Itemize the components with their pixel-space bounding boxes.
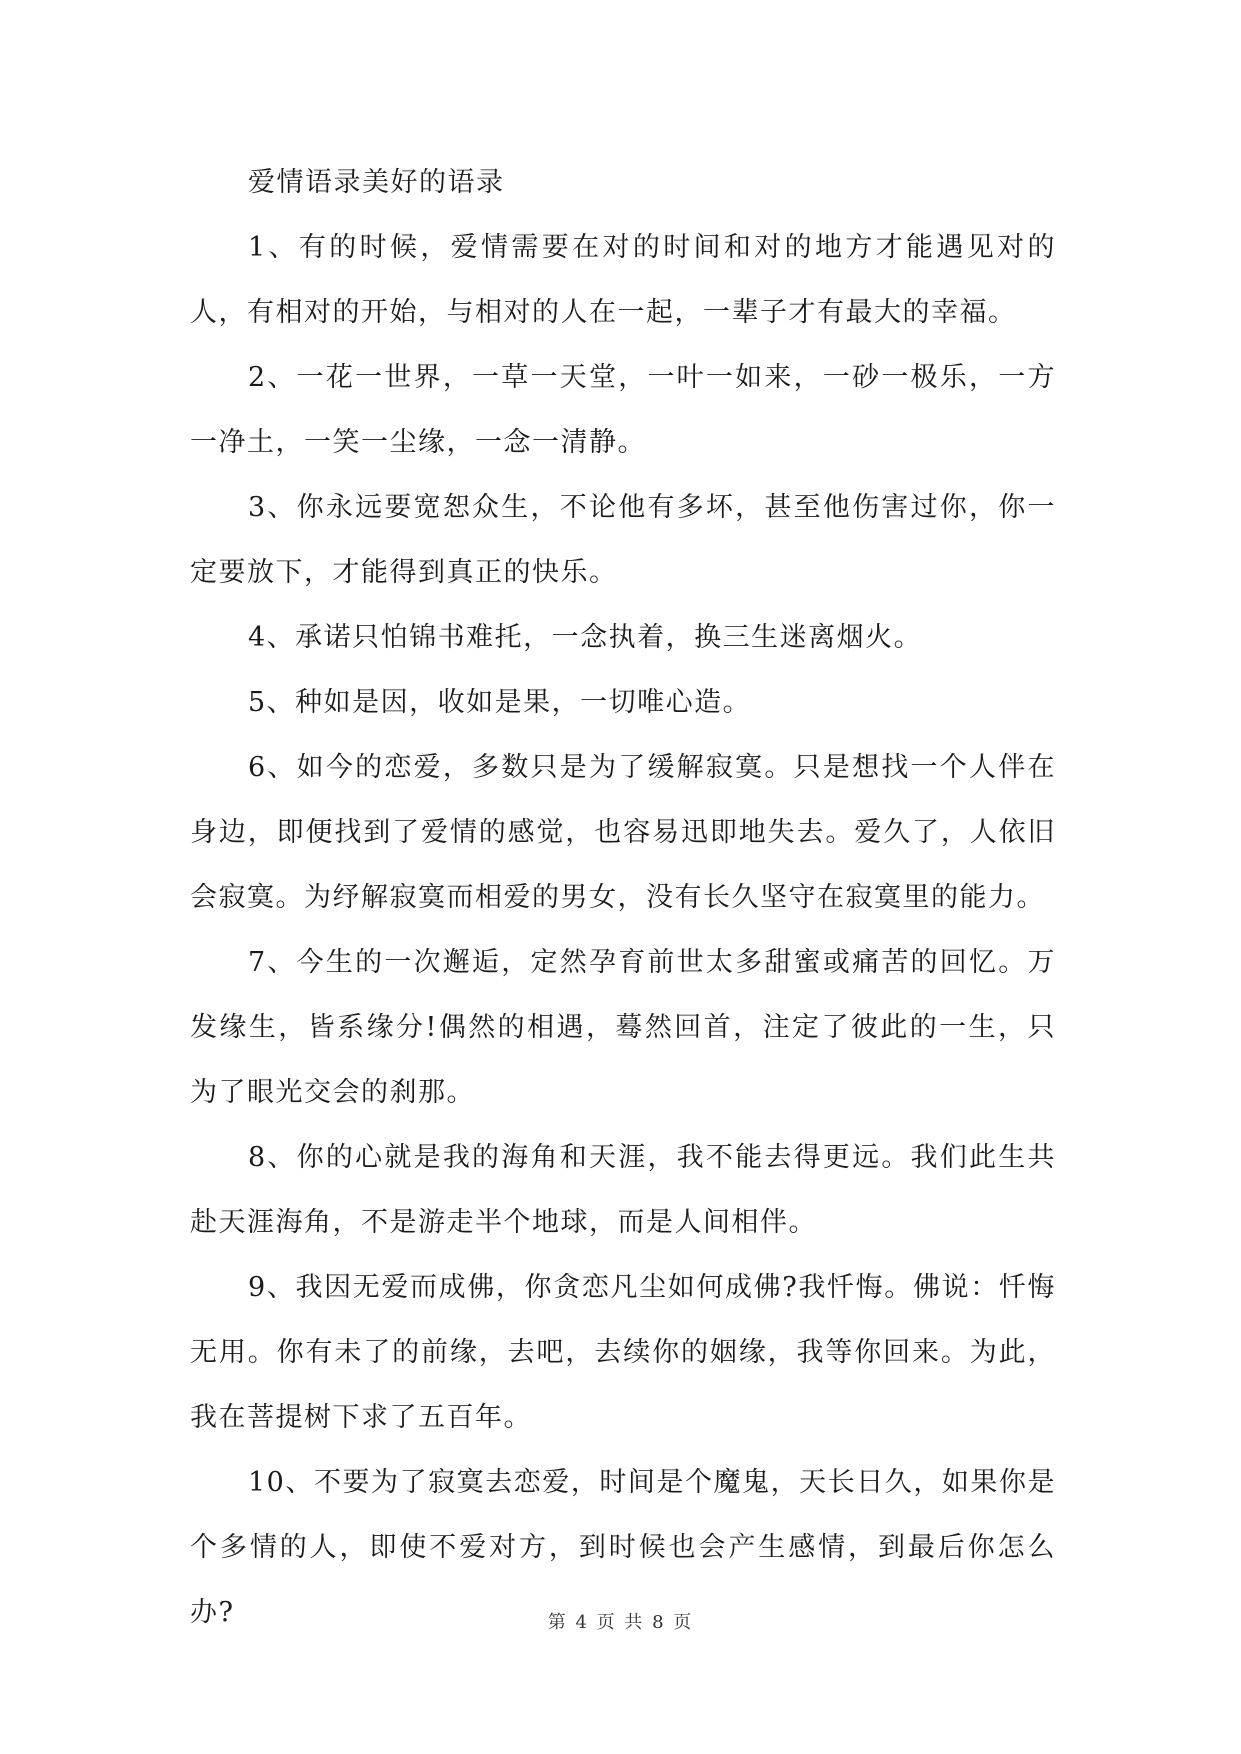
quote-paragraph-7: 7、今生的一次邂逅，定然孕育前世太多甜蜜或痛苦的回忆。万发缘生，皆系缘分!偶然的相遇，蓦然回首，注定了彼此的一生，只为了眼光交会的刹那。 [190,947,1056,1108]
quote-paragraph-8: 8、你的心就是我的海角和天涯，我不能去得更远。我们此生共赴天涯海角，不是游走半个地球，而是人间相伴。 [190,1142,1056,1238]
quote-paragraph-9: 9、我因无爱而成佛，你贪恋凡尘如何成佛?我忏悔。佛说：忏悔无用。你有未了的前缘，去吧，去续你的姻缘，我等你回来。为此，我在菩提树下求了五百年。 [190,1272,1056,1433]
quote-paragraph-4: 4、承诺只怕锦书难托，一念执着，换三生迷离烟火。 [248,622,923,653]
page-number-footer: 第 4 页 共 8 页 [547,1612,694,1633]
quote-paragraph-1: 1、有的时候，爱情需要在对的时间和对的地方才能遇见对的人，有相对的开始，与相对的人在一起，一辈子才有最大的幸福。 [190,232,1056,328]
quote-paragraph-2: 2、一花一世界，一草一天堂，一叶一如来，一砂一极乐，一方一净土，一笑一尘缘，一念一清静。 [190,362,1056,458]
document-body [190,150,1056,1645]
quote-paragraph-3: 3、你永远要宽恕众生，不论他有多坏，甚至他伤害过你，你一定要放下，才能得到真正的快乐。 [190,492,1056,588]
quote-paragraph-6: 6、如今的恋爱，多数只是为了缓解寂寞。只是想找一个人伴在身边，即便找到了爱情的感觉，也容易迅即地失去。爱久了，人依旧会寂寞。为纾解寂寞而相爱的男女，没有长久坚守在寂寞里的能力。 [190,752,1056,913]
quote-paragraph-5: 5、种如是因，收如是果，一切唯心造。 [248,687,752,718]
quote-paragraph-10: 10、不要为了寂寞去恋爱，时间是个魔鬼，天长日久，如果你是个多情的人，即使不爱对方，到时候也会产生感情，到最后你怎么办? [190,1467,1056,1628]
document-title: 爱情语录美好的语录 [248,167,505,198]
